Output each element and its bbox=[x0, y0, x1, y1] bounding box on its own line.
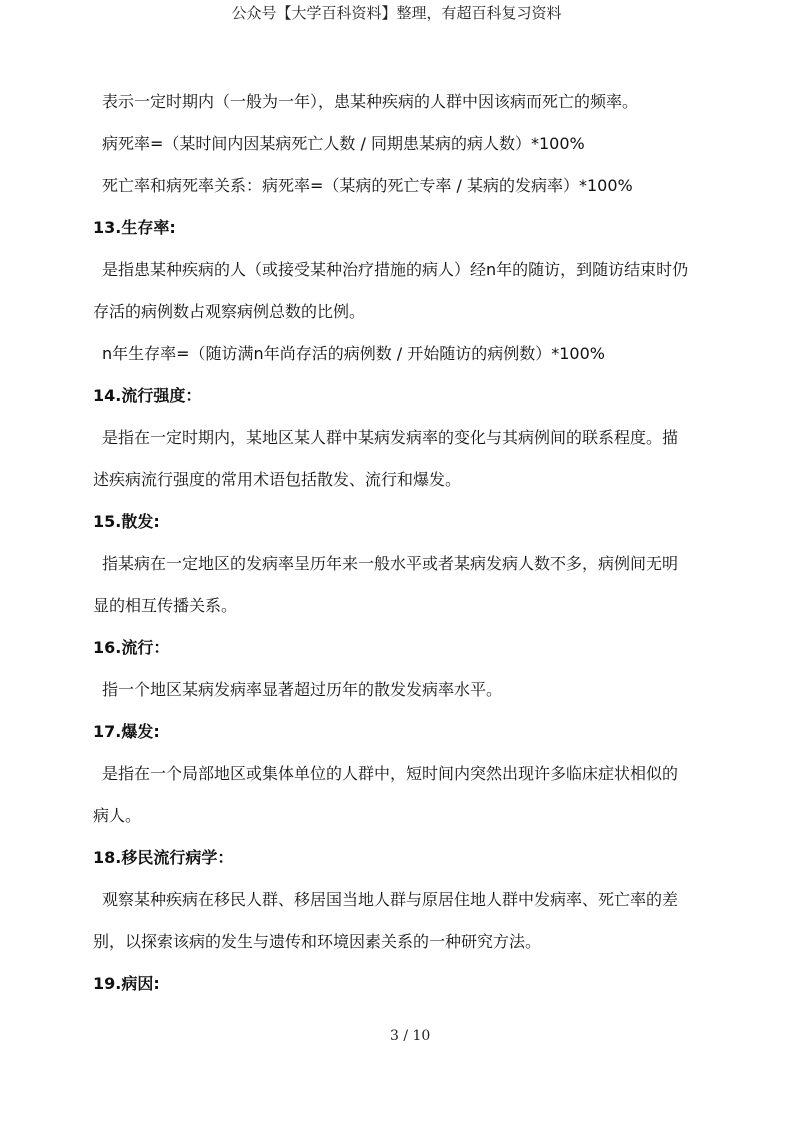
page-header bbox=[0, 2, 793, 24]
paragraph-migrant-epidemiology bbox=[93, 879, 733, 963]
paragraph-line: 显的相互传播关系。 bbox=[93, 596, 238, 615]
paragraph-line: 存活的病例数占观察病例总数的比例。 bbox=[93, 302, 366, 321]
paragraph-line: 死亡率和病死率关系：病死率=（某病的死亡专率 / 某病的发病率）*100% bbox=[102, 176, 633, 195]
page-footer bbox=[0, 1026, 793, 1046]
paragraph-line: 述疾病流行强度的常用术语包括散发、流行和爆发。 bbox=[93, 470, 462, 489]
heading-outbreak: 17.爆发: bbox=[93, 722, 160, 741]
heading-survival-rate: 13.生存率: bbox=[93, 218, 176, 237]
paragraph-line: 病死率=（某时间内因某病死亡人数 / 同期患某病的病人数）*100% bbox=[102, 134, 585, 153]
heading-etiology: 19.病因: bbox=[93, 974, 160, 993]
paragraph-line: 观察某种疾病在移民人群、移居国当地人群与原居住地人群中发病率、死亡率的差 bbox=[102, 890, 679, 909]
paragraph-outbreak bbox=[93, 753, 733, 837]
heading-migrant-epidemiology: 18.移民流行病学： bbox=[93, 848, 234, 867]
paragraph-survival-formula bbox=[93, 333, 733, 375]
paragraph-survival-definition bbox=[93, 249, 733, 333]
page-number: 3 / 10 bbox=[390, 1028, 431, 1044]
heading-sporadic: 15.散发: bbox=[93, 512, 160, 531]
paragraph-line: 病人。 bbox=[93, 806, 142, 825]
paragraph-epidemic-intensity bbox=[93, 417, 733, 501]
paragraph-fatality-definition bbox=[93, 81, 733, 123]
paragraph-line: 表示一定时期内（一般为一年），患某种疾病的人群中因该病而死亡的频率。 bbox=[102, 92, 639, 111]
paragraph-mortality-relation bbox=[93, 165, 733, 207]
document-body bbox=[93, 81, 733, 1005]
paragraph-line: 别，以探索该病的发生与遗传和环境因素关系的一种研究方法。 bbox=[93, 932, 542, 951]
paragraph-sporadic bbox=[93, 543, 733, 627]
heading-epidemic-intensity: 14.流行强度： bbox=[93, 386, 202, 405]
paragraph-epidemic bbox=[93, 669, 733, 711]
heading-epidemic: 16.流行： bbox=[93, 638, 170, 657]
paragraph-line: 指某病在一定地区的发病率呈历年来一般水平或者某病发病人数不多，病例间无明 bbox=[102, 554, 679, 573]
header-text: 公众号【大学百科资料】整理，有超百科复习资料 bbox=[231, 4, 562, 22]
paragraph-line: 是指患某种疾病的人（或接受某种治疗措施的病人）经n年的随访，到随访结束时仍 bbox=[102, 260, 689, 279]
paragraph-fatality-formula bbox=[93, 123, 733, 165]
paragraph-line: 是指在一定时期内，某地区某人群中某病发病率的变化与其病例间的联系程度。描 bbox=[102, 428, 679, 447]
paragraph-line: 指一个地区某病发病率显著超过历年的散发发病率水平。 bbox=[102, 680, 503, 699]
paragraph-line: n年生存率=（随访满n年尚存活的病例数 / 开始随访的病例数）*100% bbox=[102, 344, 605, 363]
paragraph-line: 是指在一个局部地区或集体单位的人群中，短时间内突然出现许多临床症状相似的 bbox=[102, 764, 679, 783]
